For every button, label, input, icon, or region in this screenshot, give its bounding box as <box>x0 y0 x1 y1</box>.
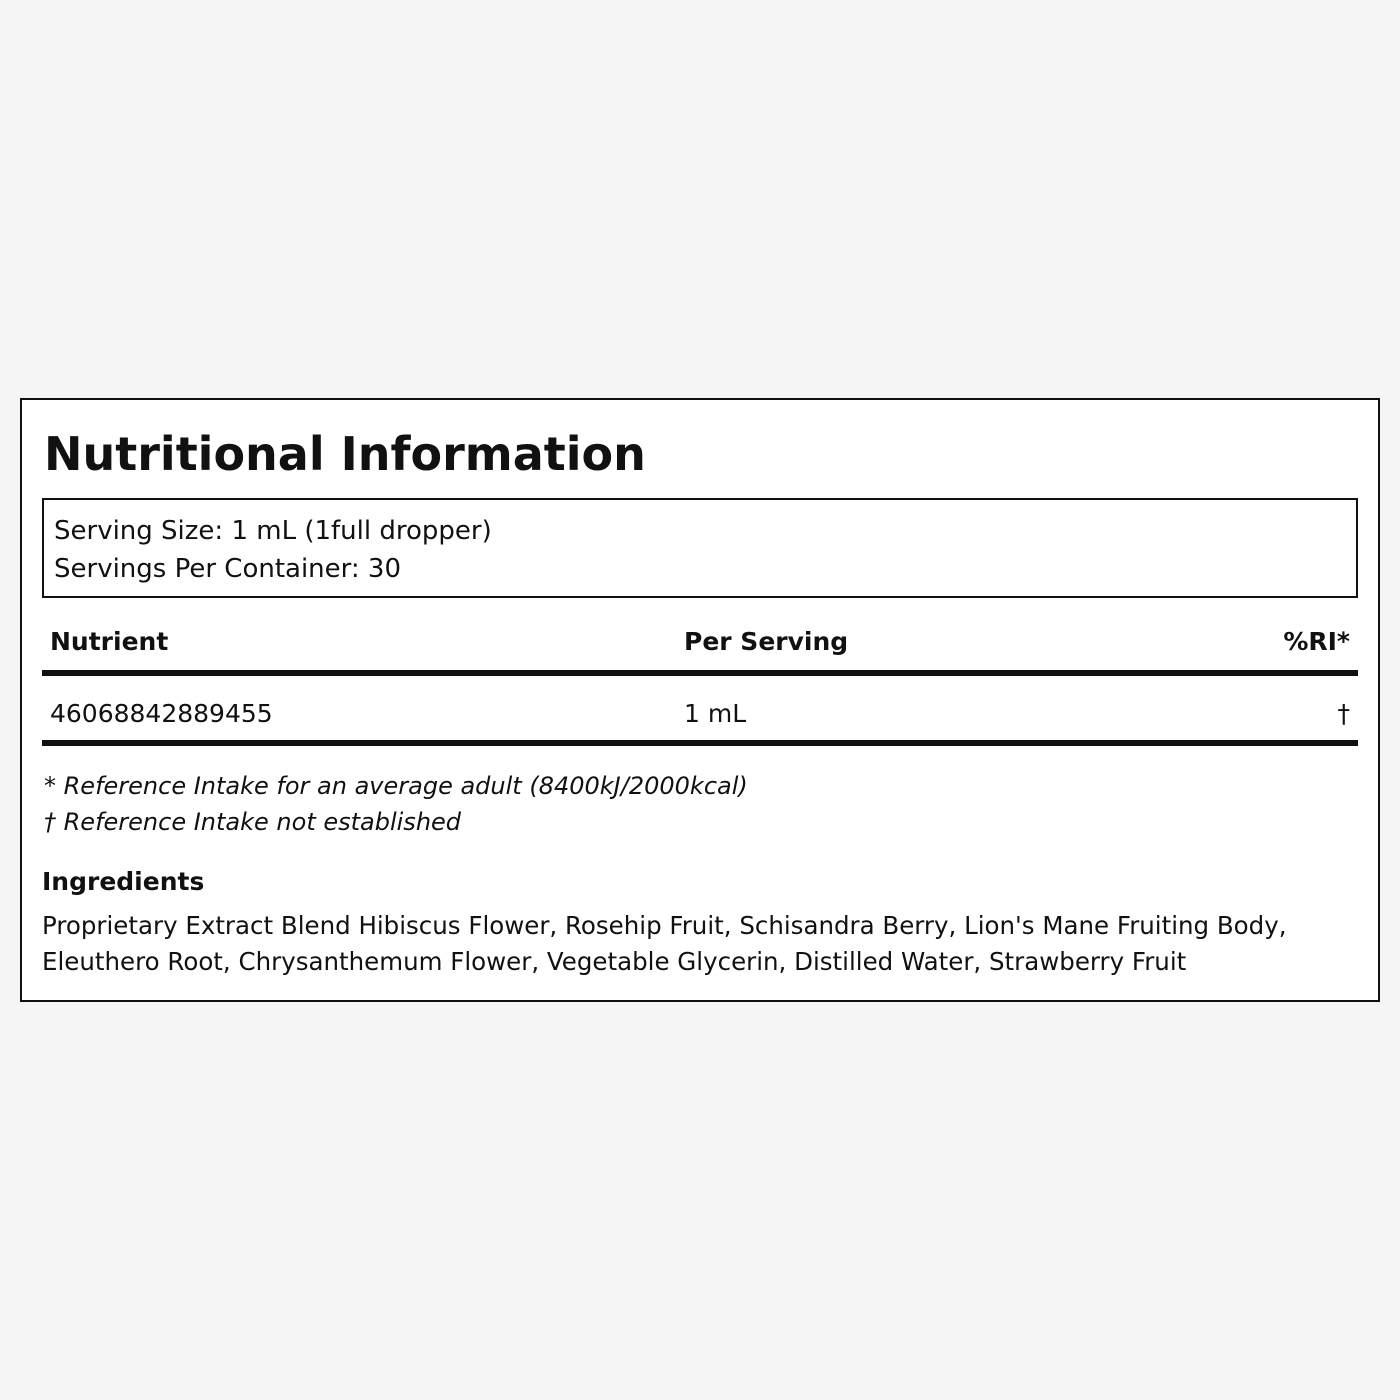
ingredients-heading: Ingredients <box>42 867 205 896</box>
footnote-not-established: † Reference Intake not established <box>44 808 462 836</box>
per-serving-value: 1 mL <box>684 699 747 728</box>
ri-value: † <box>1337 699 1350 728</box>
serving-size: Serving Size: 1 mL (1full dropper) <box>54 516 492 546</box>
header-per-serving: Per Serving <box>684 627 849 656</box>
header-nutrient: Nutrient <box>50 627 169 656</box>
nutrient-table <box>42 622 1358 746</box>
footnote-reference-intake: * Reference Intake for an average adult (8400kJ/2000kcal) <box>44 772 748 800</box>
serving-info-box <box>42 498 1358 598</box>
table-header-row <box>42 622 1358 670</box>
servings-per-container: Servings Per Container: 30 <box>54 554 402 584</box>
nutrient-name: 46068842889455 <box>50 699 273 728</box>
panel-title: Nutritional Information <box>44 427 646 481</box>
header-ri: %RI* <box>1283 627 1350 656</box>
ingredients-list: Proprietary Extract Blend Hibiscus Flower, Rosehip Fruit, Schisandra Berry, Lion's Mane Fruiting Body, Eleuthero Root, Chrysanthemum Flower, Vegetable Glycerin, Distilled Water, Strawberry Fruit <box>42 911 1287 976</box>
nutrition-panel <box>20 398 1380 1002</box>
footnotes <box>44 768 748 840</box>
table-bottom-divider <box>42 740 1358 746</box>
table-row <box>42 676 1358 740</box>
